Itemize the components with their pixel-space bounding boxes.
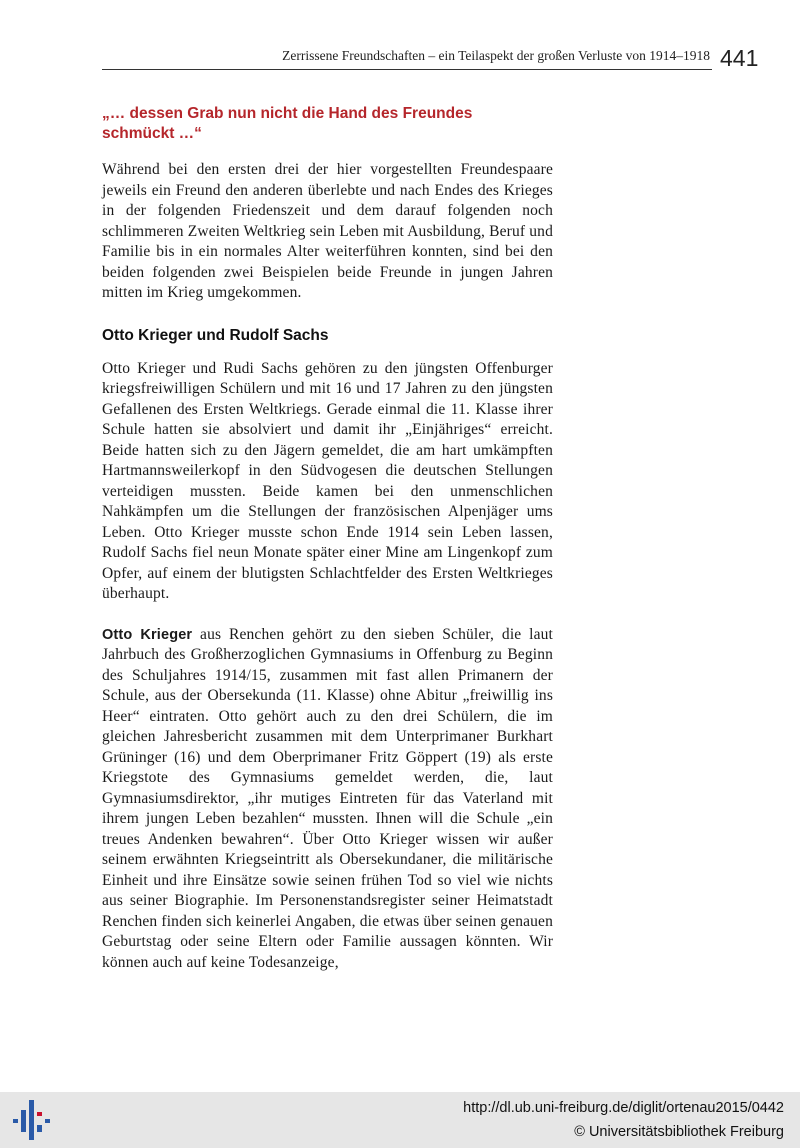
running-header: Zerrissene Freundschaften – ein Teilaspekt der großen Verluste von 1914–1918 [282, 48, 710, 63]
ub-freiburg-logo-icon [10, 1098, 56, 1147]
page-body [102, 104, 553, 973]
header-rule [102, 69, 712, 70]
section-heading-line-1: „… dessen Grab nun nicht die Hand des Freundes [102, 105, 473, 122]
section-heading-line-2: schmückt …“ [102, 125, 202, 142]
section-heading [102, 104, 553, 144]
paragraph-krieger-sachs: Otto Krieger und Rudi Sachs gehören zu den jüngsten Offenburger kriegsfreiwilligen Schülern und mit 16 und 17 Jahren zu den jüngsten Gefallenen des Ersten Weltkriegs. Gerade einmal die 11. Klasse ihrer Schule hatten sie absolviert und damit ihr „Einjähriges“ erreicht. Beide hatten sich zu den Jägern gemeldet, die am hart umkämpften Hartmannsweilerkopf in den Südvogesen die deutschen Stellungen verteidigen mussten. Beide kamen bei den unmenschlichen Nahkämpfen um die Stellungen der französischen Alpenjäger ums Leben. Otto Krieger musste schon Ende 1914 sein Leben lassen, Rudolf Sachs fiel neun Monate später einer Mine am Lingenkopf zum Opfer, auf einem der blutigsten Schlachtfelder des Ersten Weltkrieges überhaupt. [102, 359, 553, 602]
intro-paragraph: Während bei den ersten drei der hier vorgestellten Freundespaare jeweils ein Freund den anderen überlebte und nach Endes des Krieges in der folgenden Friedenszeit und dem darauf folgenden noch schlimmeren Zweiten Weltkrieg sein Leben mit Ausbildung, Beruf und Familie bis in ein normales Alter weiterführen konnten, sind bei den beiden folgenden zwei Beispielen beide Freunde in jungen Jahren mitten im Krieg umgekommen. [102, 161, 553, 301]
subsection-heading: Otto Krieger und Rudolf Sachs [102, 326, 329, 344]
paragraph-otto-krieger-text: aus Renchen gehört zu den sieben Schüler, die laut Jahrbuch des Großherzoglichen Gymnasiums in Offenburg zu Beginn des Schuljahres 1914/15, zusammen mit fast allen Primanern der Schule, aus der Obersekunda (11. Klasse) ohne Abitur „freiwillig ins Heer“ eintraten. Otto gehört auch zu den drei Schülern, die im gleichen Jahresbericht zusammen mit dem Unterprimaner Burkhart Grüninger (16) und dem Oberprimaner Fritz Göppert (19) als erste Kriegstote des Gymnasiums gemeldet werden, die, laut Gymnasiumsdirektor, „ihr mutiges Eintreten für das Vaterland mit ihrem jungen Leben bezahlen“ mussten. Ihnen will die Schule „ein treues Andenken bewahren“. Über Otto Krieger wissen wir außer seinem erwähnten Kriegseintritt als Obersekundaner, die militärische Einheit und ihre Einsätze sowie seinen frühen Tod so viel wie nichts aus seiner Biographie. Im Personenstandsregister seiner Heimatstadt Renchen finden sich keinerlei Angaben, die etwas über seinen genauen Geburtstag oder seine Eltern oder Familie aussagen könnten. Wir können auch auf keine Todesanzeige, [102, 625, 553, 971]
page-number: 441 [720, 45, 759, 71]
footer-bar [0, 1092, 800, 1148]
source-url-link[interactable]: http://dl.ub.uni-freiburg.de/diglit/ortenau2015/0442 [463, 1100, 784, 1116]
person-name-bold: Otto Krieger [102, 626, 193, 643]
copyright-notice: © Universitätsbibliothek Freiburg [574, 1124, 784, 1140]
paragraph-otto-krieger [102, 625, 553, 974]
